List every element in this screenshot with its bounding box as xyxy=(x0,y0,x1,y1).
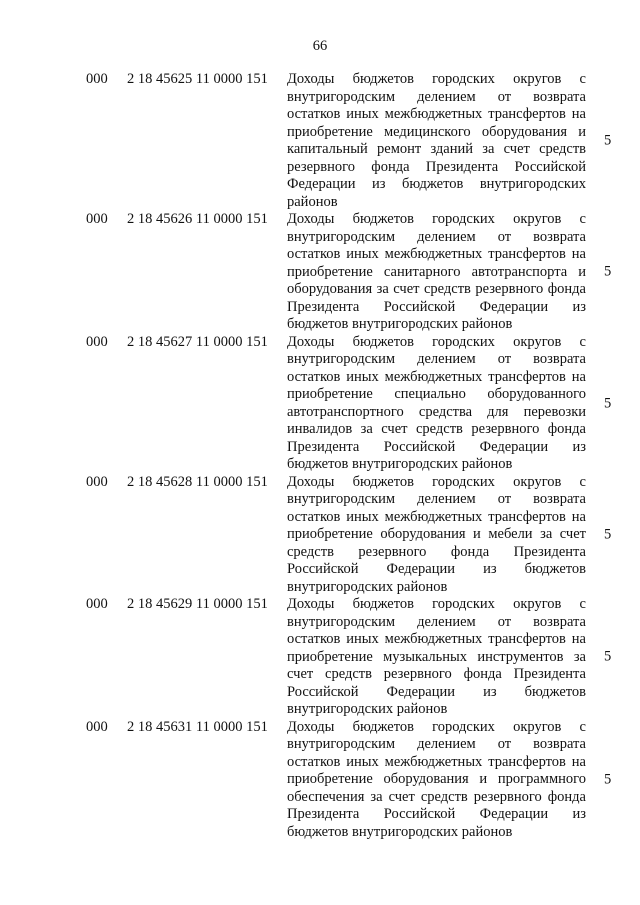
table-row xyxy=(0,596,640,719)
level-number: 5 xyxy=(604,394,612,411)
level-number: 5 xyxy=(604,132,612,149)
admin-code: 000 xyxy=(86,71,108,87)
table-row xyxy=(0,474,640,597)
revenue-code: 2 18 45628 11 0000 151 xyxy=(127,473,268,490)
level-number: 5 xyxy=(604,263,612,280)
page-number: 66 xyxy=(312,38,328,54)
revenue-description: Доходы бюджетов городских округов с внутригородским делением от возврата остатков иных межбюджетных трансфертов на приобретение музыкальных инструментов за счет средств резервного фонда Президента Российской Федерации из бюджетов внутригородских районов xyxy=(287,596,586,717)
table-row xyxy=(0,334,640,474)
revenue-description: Доходы бюджетов городских округов с внутригородским делением от возврата остатков иных межбюджетных трансфертов на приобретение специально оборудованного автотранспортного средства для перевозки инвалидов за счет средств резервного фонда Президента Российской Федерации из бюджетов внутригородских районов xyxy=(287,333,586,472)
revenue-description: Доходы бюджетов городских округов с внутригородским делением от возврата остатков иных межбюджетных трансфертов на приобретение оборудования и программного обеспечения за счет средств резервного фонда Президента Российской Федерации из бюджетов внутригородских районов xyxy=(287,718,586,840)
table-row xyxy=(0,71,640,211)
revenue-code: 2 18 45626 11 0000 151 xyxy=(127,211,268,227)
level-number: 5 xyxy=(604,648,612,665)
revenue-description: Доходы бюджетов городских округов с внутригородским делением от возврата остатков иных межбюджетных трансфертов на приобретение оборудования и мебели за счет средств резервного фонда Президента Российской Федерации из бюджетов внутригородских районов xyxy=(287,473,586,595)
level-number: 5 xyxy=(604,771,612,787)
revenue-code: 2 18 45631 11 0000 151 xyxy=(127,718,268,735)
admin-code: 000 xyxy=(86,473,108,490)
admin-code: 000 xyxy=(86,596,108,612)
classification-table xyxy=(0,71,640,841)
revenue-description: Доходы бюджетов городских округов с внутригородским делением от возврата остатков иных межбюджетных трансфертов на приобретение медицинского оборудования и капитальный ремонт зданий за счет средств резервного фонда Президента Российской Федерации из бюджетов внутригородских районов xyxy=(287,71,586,210)
admin-code: 000 xyxy=(86,333,108,350)
table-row xyxy=(0,719,640,842)
revenue-code: 2 18 45625 11 0000 151 xyxy=(127,71,268,87)
revenue-code: 2 18 45627 11 0000 151 xyxy=(127,333,268,350)
table-row xyxy=(0,211,640,334)
revenue-code: 2 18 45629 11 0000 151 xyxy=(127,596,268,612)
level-number: 5 xyxy=(604,526,612,542)
admin-code: 000 xyxy=(86,718,108,735)
admin-code: 000 xyxy=(86,211,108,227)
revenue-description: Доходы бюджетов городских округов с внутригородским делением от возврата остатков иных межбюджетных трансфертов на приобретение санитарного автотранспорта и оборудования за счет средств резервного фонда Президента Российской Федерации из бюджетов внутригородских районов xyxy=(287,211,586,332)
